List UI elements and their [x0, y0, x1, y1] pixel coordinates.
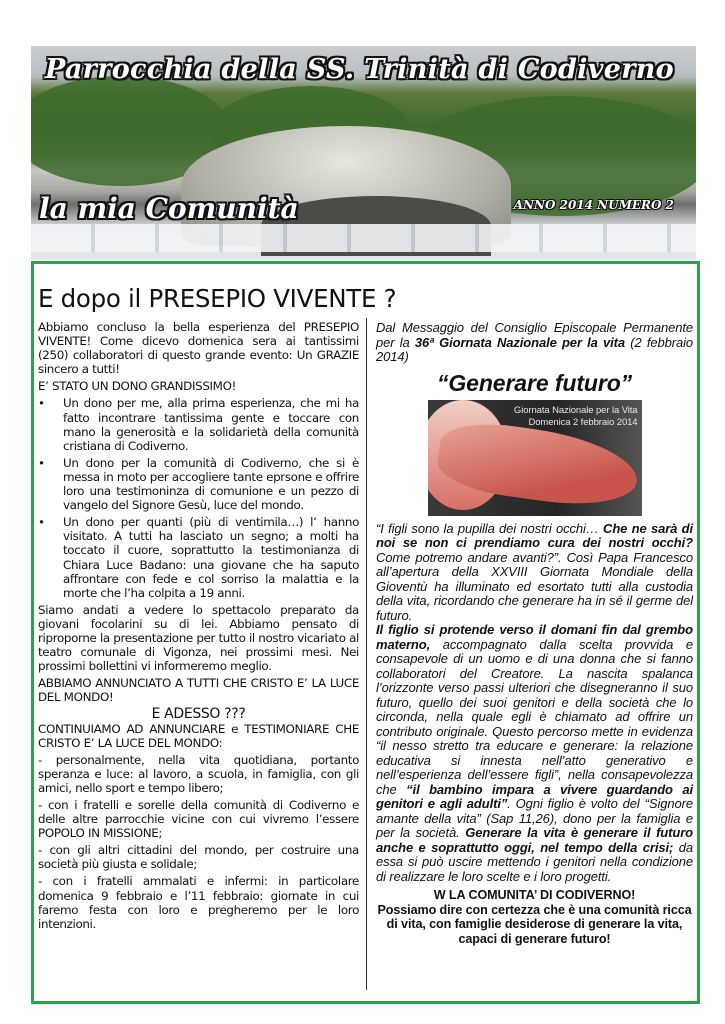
bold-text: 36ª Giornata Nazionale per la vita — [414, 334, 626, 350]
right-column — [376, 321, 693, 946]
closing-title: W LA COMUNITA’ DI CODIVERNO! — [433, 888, 636, 902]
issue-label: ANNO 2014 NUMERO 2 — [513, 198, 674, 212]
paragraph: Abbiamo concluso la bella esperienza del PRESEPIO VIVENTE! Come dicevo domenica sera ai tantissimi (250) collaboratori di questo grande evento: Un GRAZIE sincero a tutti! — [38, 320, 359, 377]
photo-caption-line: Domenica 2 febbraio 2014 — [528, 416, 638, 428]
paragraph: E’ STATO UN DONO GRANDISSIMO! — [38, 379, 237, 394]
list-item: • Un dono per la comunità di Codiverno, che si è messa in moto per accogliere tante eprsone e offrire loro una testimoninza di comunione e un pezzo di vangelo del Signore Gesù, luce del mondo. — [38, 456, 359, 512]
list-item: • Un dono per me, alla prima esperienza, che mi ha fatto incontrare tantissima gente e toccare con mano la generosità e la solidarietà della comunità cristiana di Codiverno. — [38, 396, 359, 452]
list-item: • Un dono per quanti (più di ventimila…) l’ hanno visitato. A tutti ha lasciato un segno; a molti ha toccato il cuore, soprattutto la testimonianza di Chiara Luce Badano: una giovane che ha saputo affrontare con fede e col sorriso la malattia e la morte che l’ha colpita a 19 anni. — [38, 515, 359, 600]
bold-text: Che ne sarà di noi se non ci prendiamo cura dei nostri occhi? — [376, 520, 693, 550]
text: accompagnato dalla scelta provvida e consapevole di un uomo e di una donna che si fanno collaboratori del Creatore. La nascita spalanca l’orizzonte verso passi ulteriori che disegneranno il suo futuro, quello dei suoi genitori e della società che lo circonda, nella quale egli è chiamato ad offrire un contributo originale. Questo percorso mette in evidenza “il nesso stretto tra educare e generare: la relazione educativa si innesta nell’atto generativo e nell’esperienza dell’essere figli”, nella consapevolezza che — [376, 636, 693, 797]
paragraph: ABBIAMO ANNUNCIATO A TUTTI CHE CRISTO E’ LA LUCE DEL MONDO! — [38, 676, 359, 705]
list-item: - con i fratelli ammalati e infermi: in particolare domenica 9 febbraio e l’11 febbraio: giornate in cui faremo festa con loro e pregheremo per le loro intenzioni. — [38, 874, 359, 931]
intro-paragraph — [376, 321, 693, 365]
newsletter-title: la mia Comunità — [39, 192, 299, 225]
body-paragraph — [376, 522, 693, 624]
header-banner-photo — [31, 46, 696, 260]
text: Dal Messaggio del Consiglio Episcopale Permanente per la — [376, 320, 693, 350]
gift-list — [38, 396, 359, 599]
text: Come potremo andare avanti?”. Così Papa Francesco all’apertura della XXVIII Giornata Mondiale della Gioventù ha illuminato ed esortato tutti alla custodia della vita, ricordando che generare ha in sé il germe del futuro. — [376, 549, 693, 623]
photo-caption-line: Giornata Nazionale per la Vita — [513, 404, 638, 416]
article-headline: E dopo il PRESEPIO VIVENTE ? — [38, 284, 397, 313]
bold-text: “il bambino impara a vivere guardando ai genitori e agli adulti” — [376, 781, 693, 811]
photo-caption — [514, 405, 638, 429]
text: (2 febbraio 2014) — [376, 334, 694, 364]
bold-text: Generare la vita è generare il futuro anche e soprattutto oggi, nel tempo della crisi; — [376, 825, 694, 855]
text: da essa si può uscire mettendo i genitori nella condizione di realizzare le loro scelte e i loro progetti. — [376, 839, 693, 884]
text: “I figli sono la pupilla dei nostri occhi… — [376, 520, 604, 536]
paragraph: CONTINUIAMO AD ANNUNCIARE e TESTIMONIARE CHE CRISTO E’ LA LUCE DEL MONDO: — [38, 721, 359, 750]
body-paragraph — [376, 623, 693, 884]
list-item: - con i fratelli e sorelle della comunità di Codiverno e delle altre parrocchie vicine con cui vivremo l’essere POPOLO IN MISSIONE; — [38, 798, 359, 841]
list-item: - personalmente, nella vita quotidiana, portanto speranza e luce: al lavoro, a scuola, in famiglia, con gli amici, nello sport e tempo libero; — [38, 752, 359, 795]
column-divider — [366, 318, 367, 990]
paragraph: Siamo andati a vedere lo spettacolo preparato da giovani focolarini su di lei. Abbiamo pensato di riproporne la presentazione per tutto il nostro vicariato al teatro comunale di Vigonza, nei prossimi mesi. Nei prossimi bollettini vi informeremo meglio. — [38, 602, 359, 674]
subheading: E ADESSO ??? — [151, 706, 246, 723]
parish-title: Parrocchia della SS. Trinità di Codiverno — [45, 54, 674, 85]
benches — [31, 224, 696, 252]
hands-photo — [428, 400, 642, 516]
closing-text: Possiamo dire con certezza che è una comunità ricca di vita, con famiglie desiderose di generare la vita, capaci di generare futuro! — [377, 902, 692, 946]
bold-text: Il figlio si protende verso il domani fin dal grembo materno, — [376, 622, 693, 652]
left-column — [38, 320, 359, 934]
list-item: - con gli altri cittadini del mondo, per costruire una società più giusta e solidale; — [38, 843, 359, 872]
text: . Ogni figlio è volto del “Signore amante della vita” (Sap 11,26), dono per la famiglia e per la società. — [376, 796, 693, 840]
section-title: “Generare futuro” — [436, 369, 633, 396]
